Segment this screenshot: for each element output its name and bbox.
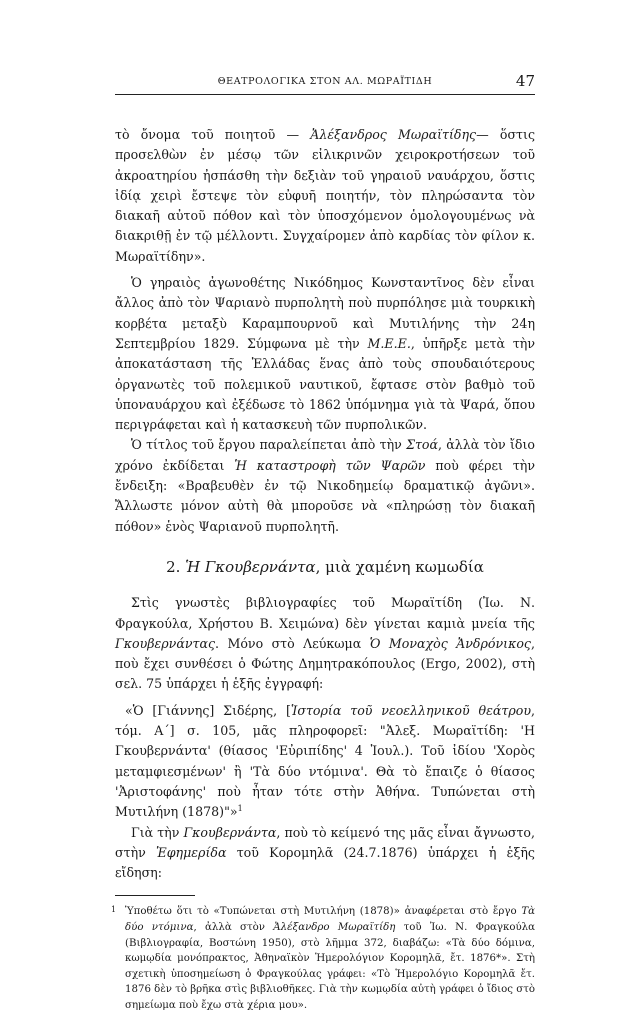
work-title-italic: Γκουβερνάντα [183, 824, 277, 840]
text-run: , τόμ. Α΄] σ. 105, μᾶς πληροφορεῖ: "Ἀλεξ. Μωραϊτίδη: 'Η Γκουβερνάντα' (θίασος 'Εὐριπίδης' 4 Ἰουλ.). Τοῦ ἰδίου 'Χορὸς μεταμφιεσμένων' ἢ 'Τὰ δύο ντόμινα'. Θὰ τὸ ἔπαιζε ὁ θίασος 'Ἀριστοφάνης' ποὺ ἦταν τότε στὴν Ἀθήνα. Τυπώνεται στὴ Μυτιλήνη (1878)"» [115, 702, 535, 820]
text-run: , ποὺ τὸ κείμενό της μᾶς εἶναι ἄγνωστο, στὴν [115, 824, 535, 860]
footnote [111, 904, 535, 1013]
text-run: , ὑπῆρξε μετὰ τὴν ἀποκατάσταση τῆς Ἑλλάδας ἕνας ἀπὸ τοὺς σπουδαιότερους ὀργανωτὲς τοῦ πολεμικοῦ ναυτικοῦ, ἔφτασε στὸν βαθμὸ τοῦ ὑποναυάρχου καὶ ἐξέδωσε τὸ 1862 ὑπόμνημα γιὰ τὰ Ψαρά, ὅπου περιγράφεται καὶ ἡ κατασκευὴ τῶν πυρπολικῶν. [115, 335, 535, 433]
text-run: Ὁ γηραιὸς ἀγωνοθέτης Νικόδημος Κωνσταντῖνος δὲν εἶναι ἄλλος ἀπὸ τὸν Ψαριανὸ πυρπολητὴ ποὺ πυρπόλησε μιὰ τουρκικὴ κορβέτα μεταξὺ Καραμπουρνοῦ καὶ Μυτιλήνης τὴν 24η Σεπτεμβρίου 1829. Σύμφωνα μὲ τὴν [115, 275, 535, 351]
text-run: «Ὁ [Γιάννης] Σιδέρης, [ [125, 702, 291, 718]
work-title-italic: Ὁ Μοναχὸς Ἀνδρόνικος [369, 635, 531, 651]
abbreviation-italic: Μ.Ε.Ε. [367, 335, 411, 351]
text-run: , ἀλλὰ στὸν [193, 921, 274, 933]
paragraph-governess [115, 823, 535, 884]
text-run: Ὁ τίτλος τοῦ ἔργου παραλείπεται ἀπὸ τὴν [131, 437, 407, 453]
block-quote [115, 701, 535, 823]
work-title-italic: Ἡ καταστροφὴ τῶν Ψαρῶν [234, 457, 426, 473]
section-number: 2. [166, 557, 186, 576]
text-run: Γιὰ τὴν [131, 824, 184, 840]
text-run: — ὅστις προσελθὼν ἐν μέσῳ τῶν εἰλικρινῶν χειροκροτήσεων τοῦ ἀκροατηρίου ἠσπάσθη τὴν δεξιὰν τοῦ γηραιοῦ ναυάρχου, ὅστις ἰδίᾳ χειρὶ ἔστεψε τὸν εὐφυῆ ποιητήν, τὸν πληρώσαντα τὸν διακαῆ αὐτοῦ πόθον καὶ τὸν ὑποσχόμενον ὁμολογουμένως νὰ διακριθῇ ἐν τῷ μέλλοντι. Συγχαίρομεν ἀπὸ καρδίας τὸν φίλον κ. Μωραϊτίδην». [115, 127, 536, 264]
work-title-italic: Γκουβερνάντας [115, 635, 216, 651]
section-heading [115, 557, 535, 577]
text-run: Ὑποθέτω ὅτι τὸ «Τυπώνεται στὴ Μυτιλήνη (1878)» ἀναφέρεται στὸ ἔργο [125, 906, 522, 918]
page-number: 47 [515, 72, 535, 90]
text-run: τὸ ὄνομα τοῦ ποιητοῦ — [115, 127, 311, 142]
text-run: . Μόνο στὸ Λεύκωμα [215, 635, 370, 651]
body-text [111, 125, 536, 1014]
paragraph-nikodimos [115, 273, 535, 435]
author-name-italic: Ἀλέξανδρος Μωραϊτίδης [310, 127, 477, 142]
text-run: Στὶς γνωστὲς βιβλιογραφίες τοῦ Μωραϊτίδη (Ἰω. Ν. Φραγκούλα, Χρήστου Β. Χειμώνα) δὲν γίνεται καμιὰ μνεία τῆς [115, 595, 535, 631]
text-run: ποὺ φέρει τὴν ἔνδειξη: «Βραβευθὲν ἐν τῷ Νικοδημείῳ δραματικῷ ἀγῶνι». Ἄλλωστε μόνον αὐτὴ θὰ μποροῦσε νὰ «πληρώσῃ τὸν διακαῆ πόθον» ἑνὸς Ψαριανοῦ πυρπολητῆ. [115, 457, 535, 534]
paragraph-quote-end [115, 125, 535, 267]
work-title-italic: Ἱστορία τοῦ νεοελληνικοῦ θεάτρου [290, 702, 531, 718]
newspaper-title-italic: Ἐφημερίδα [156, 844, 227, 860]
footnote-mark: 1 [111, 905, 117, 915]
footnote-reference[interactable]: 1 [237, 804, 243, 814]
text-run: τοῦ Κορομηλᾶ (24.7.1876) ὑπάρχει ἡ ἑξῆς εἴδηση: [115, 844, 535, 881]
running-head: ΘΕΑΤΡΟΛΟΓΙΚΑ ΣΤΟΝ ΑΛ. ΜΩΡΑΪΤΙΔΗ [217, 76, 433, 87]
section-subtitle: , μιὰ χαμένη κωμωδία [315, 557, 484, 576]
paragraph-bibliographies [115, 593, 535, 694]
section-title-italic: Ἡ Γκουβερνάντα [185, 557, 316, 576]
text-run: , ποὺ ἔχει συνθέσει ὁ Φώτης Δημητρακόπουλος (Ergo, 2002), στὴ σελ. 75 ὑπάρχει ἡ ἑξῆς ἐγγραφή: [115, 635, 536, 692]
text-run: , ἀλλὰ τὸν ἴδιο χρόνο ἐκδίδεται [115, 437, 535, 473]
work-title-italic: Τὰ δύο ντόμινα [125, 906, 535, 933]
page-header [115, 72, 535, 95]
text-run: τοῦ Ἰω. Ν. Φραγκούλα (Βιβλιογραφία, Βοστώνη 1950), στὸ λῆμμα 372, διαβάζω: «Τὰ δύο δόμινα, κωμῳδία μονόπρακτος, Ἀθηναϊκὸν Ἡμερολόγιον Κορομηλᾶ, ἔτ. 1876*». Στὴ σχετικὴ ὑποσημείωση ὁ Φραγκούλας γράφει: «Τὸ Ἡμερολόγιο Κορομηλᾶ ἔτ. 1876 δὲν τὸ βρῆκα στὶς βιβλιοθῆκες. Γιὰ τὴν κωμῳδία αὐτὴ γράφει ὁ ἴδιος στὸ σημείωμα ποὺ ἔχω στὰ χέρια μου». [125, 921, 535, 1011]
periodical-title-italic: Στοά [406, 437, 439, 453]
paragraph-title [115, 435, 535, 536]
footnote-divider [115, 895, 195, 896]
work-title-italic: Ἀλέξανδρο Μωραϊτίδη [273, 921, 396, 933]
